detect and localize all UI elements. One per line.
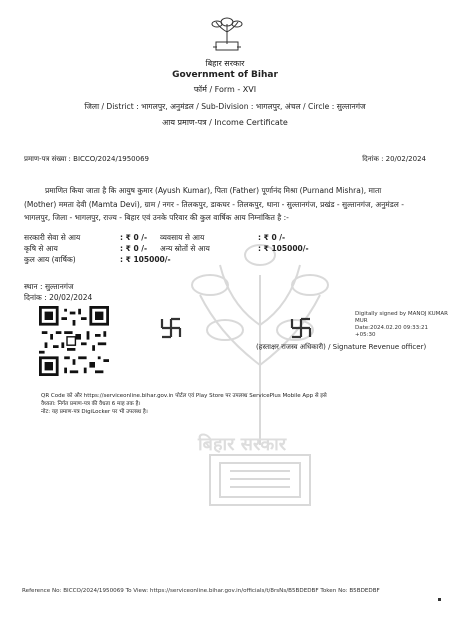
- certificate-date: दिनांक : 20/02/2024: [362, 155, 426, 163]
- certificate-para-line3: भागलपुर, जिला - भागलपुर, राज्य - बिहार एवं उनके परिवार की कुल वार्षिक आय निम्नांकित है :-: [24, 213, 289, 222]
- other-income-label: अन्य स्रोतों से आय: [160, 244, 210, 253]
- watermark-text: बिहार सरकार: [198, 434, 287, 455]
- bihar-emblem-icon: [210, 14, 244, 52]
- digital-signature-block: [355, 311, 450, 339]
- swastika-right-icon: [290, 317, 312, 339]
- note-line-3: नोट: यह प्रमाण-पत्र DigiLocker पर भी उपलब्ध है।: [41, 409, 148, 415]
- signature-date: Date:2024.02.20 09:33:21 +05:30: [355, 325, 428, 338]
- district-line: जिला / District : भागलपुर, अनुमंडल / Sub-Division : भागलपुर, अंचल / Circle : सुल्तानगंज: [84, 102, 366, 111]
- certificate-title: आय प्रमाण-पत्र / Income Certificate: [162, 118, 288, 127]
- hindi-title: बिहार सरकार: [205, 59, 245, 68]
- other-income-value: : ₹ 105000/-: [258, 244, 309, 253]
- certificate-para-line2: (Mother) ममता देवी (Mamta Devi), ग्राम / नगर - तिलकपुर, डाकघर - तिलकपुर, थाना - सुल्तानगंज, प्रखंड - सुल्तानगंज, अनुमंडल -: [24, 200, 404, 209]
- total-income-value: : ₹ 105000/-: [120, 255, 171, 264]
- form-number: फॉर्म / Form - XVI: [193, 85, 257, 94]
- business-income-value: : ₹ 0 /-: [258, 233, 286, 242]
- corner-dot: [438, 598, 441, 601]
- agri-income-label: कृषि से आय: [24, 244, 58, 253]
- qr-code-icon[interactable]: [39, 306, 109, 376]
- swastika-left-icon: [160, 317, 182, 339]
- issue-date-label: दिनांक : 20/02/2024: [24, 293, 93, 302]
- agri-income-value: : ₹ 0 /-: [120, 244, 148, 253]
- total-income-label: कुल आय (वार्षिक): [24, 255, 76, 264]
- signature-officer-label: (हस्ताक्षर राजस्व अधिकारी) / Signature Revenue officer): [256, 343, 427, 351]
- place-label: स्थान : सुल्तानगंज: [24, 282, 74, 291]
- reference-footer: Reference No: BICCO/2024/1950069 To View: https://serviceonline.bihar.gov.in/officials/t/8rsNs/B5BDEDBF Token No: B5BDEDBF: [22, 588, 380, 594]
- govt-income-value: : ₹ 0 /-: [120, 233, 148, 242]
- business-income-label: व्यवसाय से आय: [160, 233, 205, 242]
- note-line-2: वैध्यता: निर्गत प्रमाण-पत्र की वैधता 6 माह तक है।: [41, 401, 141, 407]
- certificate-para-line1: प्रमाणित किया जाता है कि आयुष कुमार (Ayush Kumar), पिता (Father) पूर्णानंद मिश्रा (Purnand Mishra), माता: [45, 186, 382, 195]
- english-title: Government of Bihar: [172, 70, 278, 80]
- govt-income-label: सरकारी सेवा से आय: [24, 233, 81, 242]
- notes-block: [41, 392, 327, 416]
- certificate-number: प्रमाण-पत्र संख्या : BICCO/2024/1950069: [24, 155, 150, 163]
- digitally-signed-by: Digitally signed by MANOJ KUMAR MUR: [355, 311, 448, 324]
- note-line-1: QR Code को और https://serviceonline.bihar.gov.in पोर्टल एवं Play Store पर उपलब्ध ServicePlus Mobile App से इसे: [41, 393, 327, 399]
